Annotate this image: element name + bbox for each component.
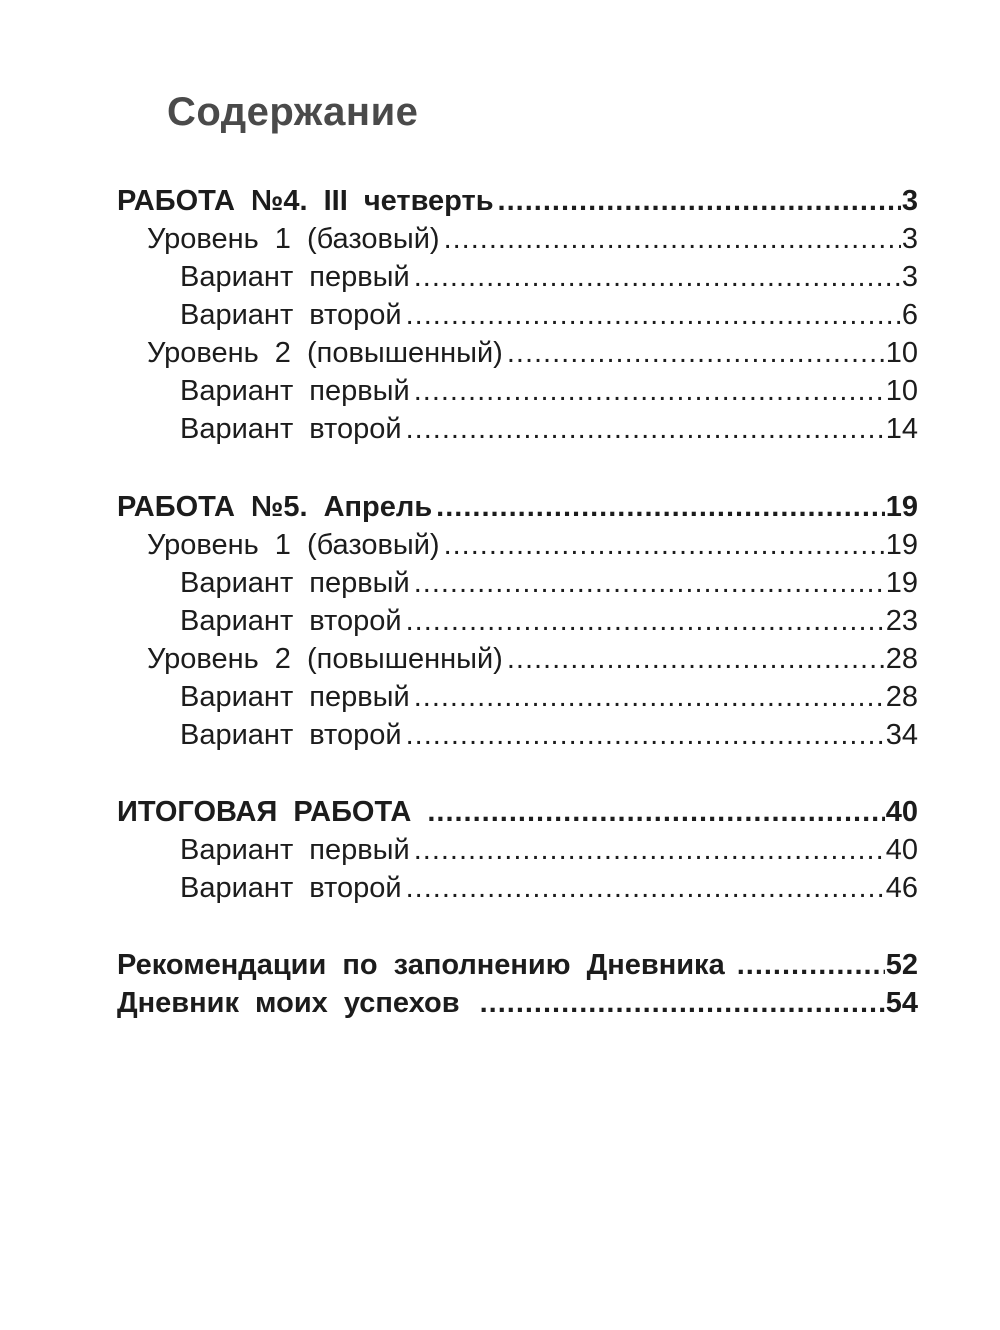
toc-entry-work-5-level-2[interactable] [147,636,918,674]
toc-entry-page: 52 [885,949,918,981]
toc-entry-work-4-level-1[interactable] [147,216,918,254]
toc-entry-page: 54 [885,987,918,1019]
toc-entry-final-work[interactable] [117,789,918,827]
toc-entry-label: Уровень 1 (базовый) [147,529,440,561]
toc-entry-work-4-level-2[interactable] [147,330,918,368]
toc-entry-page: 3 [901,223,918,255]
toc-entry-work-4-level-1-variant-1[interactable] [180,254,918,292]
dot-leader [442,225,901,254]
dot-leader [404,301,901,330]
toc-entry-final-work-variant-2[interactable] [180,865,918,903]
dot-leader [496,187,901,216]
toc-entry-work-5-level-1[interactable] [147,522,918,560]
toc-entry-page: 40 [885,834,918,866]
dot-leader [434,493,885,522]
toc-entry-page: 10 [885,375,918,407]
dot-leader [735,951,885,980]
dot-leader [404,607,885,636]
toc-entry-work-4-level-2-variant-2[interactable] [180,406,918,444]
toc-entry-page: 19 [885,567,918,599]
dot-leader [505,339,885,368]
toc-entry-page: 6 [901,299,918,331]
toc-entry-label: Вариант второй [180,719,402,751]
dot-leader [412,836,885,865]
toc-entry-page: 10 [885,337,918,369]
toc-entry-page: 23 [885,605,918,637]
toc-entry-page: 28 [885,681,918,713]
toc-entry-work-5-level-2-variant-1[interactable] [180,674,918,712]
toc-entry-label: Вариант первый [180,567,410,599]
dot-leader [425,798,884,827]
toc-entry-label: ИТОГОВАЯ РАБОТА [117,796,412,828]
toc-entry-success-diary[interactable] [117,980,918,1018]
dot-leader [442,531,885,560]
toc-entry-page: 19 [885,529,918,561]
toc-entry-label: Вариант второй [180,413,402,445]
toc-entry-label: Вариант первый [180,834,410,866]
dot-leader [404,721,885,750]
dot-leader [478,989,885,1018]
toc-entry-label: Вариант первый [180,681,410,713]
toc-entry-label: Вариант первый [180,261,410,293]
toc-entry-final-work-variant-1[interactable] [180,827,918,865]
dot-leader [412,569,885,598]
toc-entry-work-5-level-2-variant-2[interactable] [180,712,918,750]
toc-entry-label: РАБОТА №4. III четверть [117,185,494,217]
dot-leader [412,377,885,406]
toc-entry-work-5[interactable] [117,484,918,522]
toc-entry-page: 14 [885,413,918,445]
toc-entry-work-4[interactable] [117,178,918,216]
dot-leader [412,263,901,292]
page-title: Содержание [167,90,419,134]
toc-entry-page: 46 [885,872,918,904]
dot-leader [404,874,885,903]
toc-entry-page: 40 [885,796,918,828]
toc-entry-label: Уровень 2 (повышенный) [147,643,503,675]
toc-entry-diary-recommendations[interactable] [117,942,918,980]
dot-leader [404,415,885,444]
toc-entry-page: 3 [901,261,918,293]
toc-entry-label: РАБОТА №5. Апрель [117,491,433,523]
toc-entry-work-4-level-2-variant-1[interactable] [180,368,918,406]
toc-entry-work-5-level-1-variant-2[interactable] [180,598,918,636]
toc-entry-label: Дневник моих успехов [117,987,460,1019]
dot-leader [412,683,885,712]
toc-entry-label: Уровень 2 (повышенный) [147,337,503,369]
toc-entry-work-5-level-1-variant-1[interactable] [180,560,918,598]
toc-entry-label: Рекомендации по заполнению Дневника [117,949,725,981]
toc-entry-label: Вариант второй [180,872,402,904]
toc-entry-page: 19 [885,491,918,523]
toc-entry-label: Уровень 1 (базовый) [147,223,440,255]
toc-entry-page: 3 [901,185,918,217]
toc-entry-page: 34 [885,719,918,751]
toc-entry-page: 28 [885,643,918,675]
dot-leader [505,645,885,674]
toc-entry-work-4-level-1-variant-2[interactable] [180,292,918,330]
toc-entry-label: Вариант первый [180,375,410,407]
toc-entry-label: Вариант второй [180,605,402,637]
toc-entry-label: Вариант второй [180,299,402,331]
